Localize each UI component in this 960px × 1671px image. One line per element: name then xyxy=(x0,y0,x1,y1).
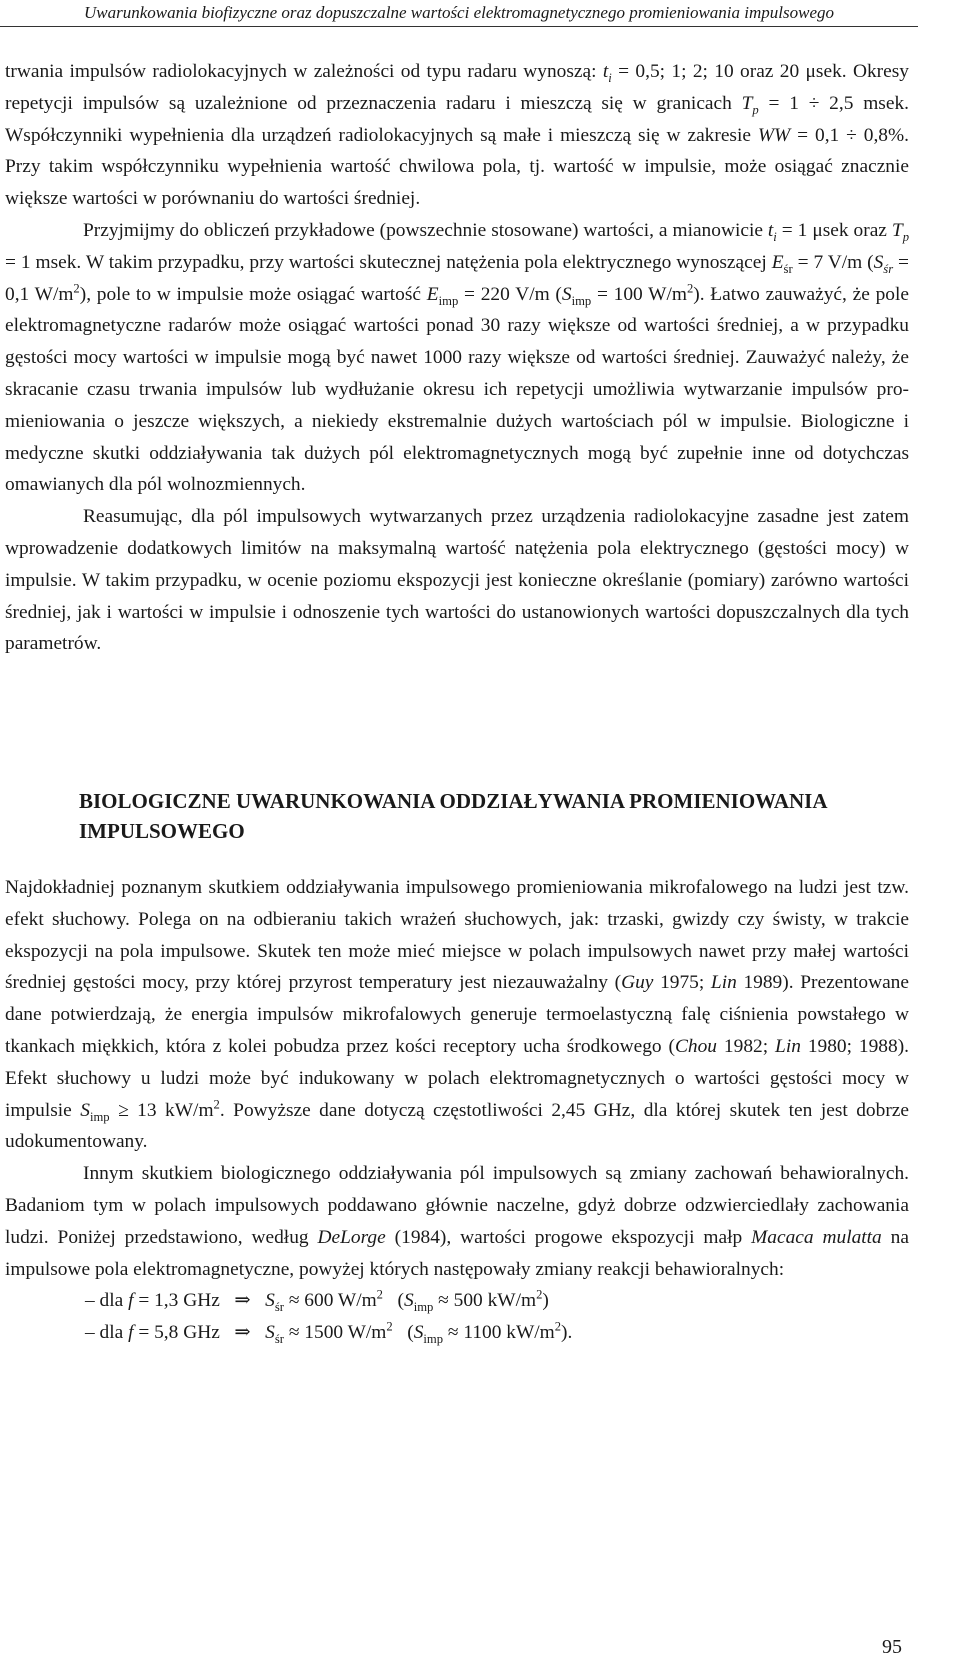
header-rule xyxy=(0,26,918,27)
paragraph-p3: Reasumując, dla pól impulsowych wytwarzanych przez urządzenia radiolokacyjne zasadne jest zatem wprowadzenie dodatkowych limitów na maksymalną wartość natężenia pola elektrycznego (gęstości mocy) w impulsie. W takim przypadku, w ocenie poziomu ekspozycji jest konieczne określanie (pomiary) zarówno wartości średniej, jak i wartości w impulsie i odnoszenie tych wartości do ustanowionych wartości dopuszczalnych dla tych parametrów. xyxy=(5,506,909,655)
threshold-item: – dla f = 5,8 GHz ⇒ $S_{śr} \approx 1500$ $W/m^2$ ($S_{imp} \approx 1100$ $kW/m^2$). xyxy=(85,1319,573,1347)
paragraph-p5: Innym skutkiem biologicznego oddziaływania pól impulsowych są zmiany zachowań behawioralnych. Badaniom tym w polach impulsowych poddawano głównie naczelne, gdyż dobrze odzwierciedlały zachowania ludzi. Poniżej przedstawiono, według DeLorge (1984), wartości progowe ekspozycji małp Macaca mulatta na impulsowe pola elektromagnetyczne, powyżej których następowały zmiany reakcji behawioralnych: xyxy=(5,1163,909,1280)
body-top xyxy=(5,56,909,660)
section-body xyxy=(5,872,909,1349)
paragraph-p4: Najdokładniej poznanym skutkiem oddziaływania impulsowego promieniowania mikrofalowego na ludzi jest tzw. efekt słuchowy. Polega on na odbieraniu takich wrażeń słuchowych, jak: trzaski, gwizdy czy świsty, w trakcie ekspozycji na pola impulsowe. Skutek ten może mieć miejsce w polach impulsowych nawet przy małej wartości średniej gęstości mocy, przy której przyrost temperatury jest niezauważalny (Guy 1975; Lin 1989). Prezentowane dane potwierdzają, że energia impulsów mikrofalowych generuje termoelastyczną falę ciśnienia powstałego w tkankach miękkich, która z kolei pobudza przez kości receptory ucha środkowego (Chou 1982; Lin 1980; 1988). Efekt słuchowy u ludzi może być indukowany w polach elektromagnetycznych o wartości gęstości mocy w impulsie $S_{imp} \ge 13$ $kW/m^2$. Powyższe dane dotyczą częstotliwości 2,45 GHz, dla której skutek ten jest dobrze udokumentowany. xyxy=(5,877,910,1153)
section-heading: BIOLOGICZNE UWARUNKOWANIA ODDZIAŁYWANIA PROMIENIOWANIA IMPULSOWEGO xyxy=(79,789,827,843)
threshold-list xyxy=(5,1285,909,1349)
page-number: 95 xyxy=(882,1636,902,1658)
threshold-item: – dla f = 1,3 GHz ⇒ $S_{śr} \approx 600$ $W/m^2$ ($S_{imp} \approx 500$ $kW/m^2$) xyxy=(85,1287,549,1315)
running-title: Uwarunkowania biofizyczne oraz dopuszczalne wartości elektromagnetycznego promieniowania impulsowego xyxy=(84,3,834,22)
paragraph-p1: trwania impulsów radiolokacyjnych w zależności od typu radaru wynoszą: $t_i = 0,5$; 1; 2; 10 oraz 20 μsek. Okresy repetycji impulsów są uzależnione od przeznaczenia radaru i mieszczą się w granicach $T_p = 1 \div 2,5$ msek. Współczynniki wypełnienia dla urządzeń radiolokacyjnych są małe i mieszczą się w zakresie WW = 0,1 ÷ 0,8%. Przy takim współczynniku wypełnienia wartość chwilowa pola, tj. wartość w impulsie, może osiągać znacznie większe wartości w porównaniu do wartości średniej. xyxy=(5,61,909,210)
paragraph-p2: Przyjmijmy do obliczeń przykładowe (powszechnie stosowane) wartości, a mianowicie $t_i = 1$ μsek oraz $T_p = 1$ msek. W takim przypadku, przy wartości skutecznej natężenia pola elektrycznego wynoszącej $E_{śr} = 7$ V/m ($S_{śr} = 0,1$ $W/m^2$), pole to w impulsie może osiągać wartość $E_{imp} = 220$ V/m ($S_{imp} = 100$ $W/m^2$). Łatwo zauważyć, że pole elektromagnetyczne radarów może osiągać wartości ponad 30 razy większe od wartości średniej, a w przypadku gęstości mocy wartości w impulsie mogą być nawet 1000 razy większe od wartości średniej. Zauważyć należy, że skracanie czasu trwania impulsów lub wydłużanie okresu ich repetycji umożliwia wytwarzanie impulsów promieniowania o jeszcze większych, a niekiedy ekstremalnie dużych wartościach pól w impulsie. Biologiczne i medyczne skutki oddziaływania tak dużych pól elektromagnetycznych mogą być zupełnie inne od dotychczas omawianych dla pól wolnozmiennych. xyxy=(5,219,909,496)
running-header xyxy=(0,0,960,30)
